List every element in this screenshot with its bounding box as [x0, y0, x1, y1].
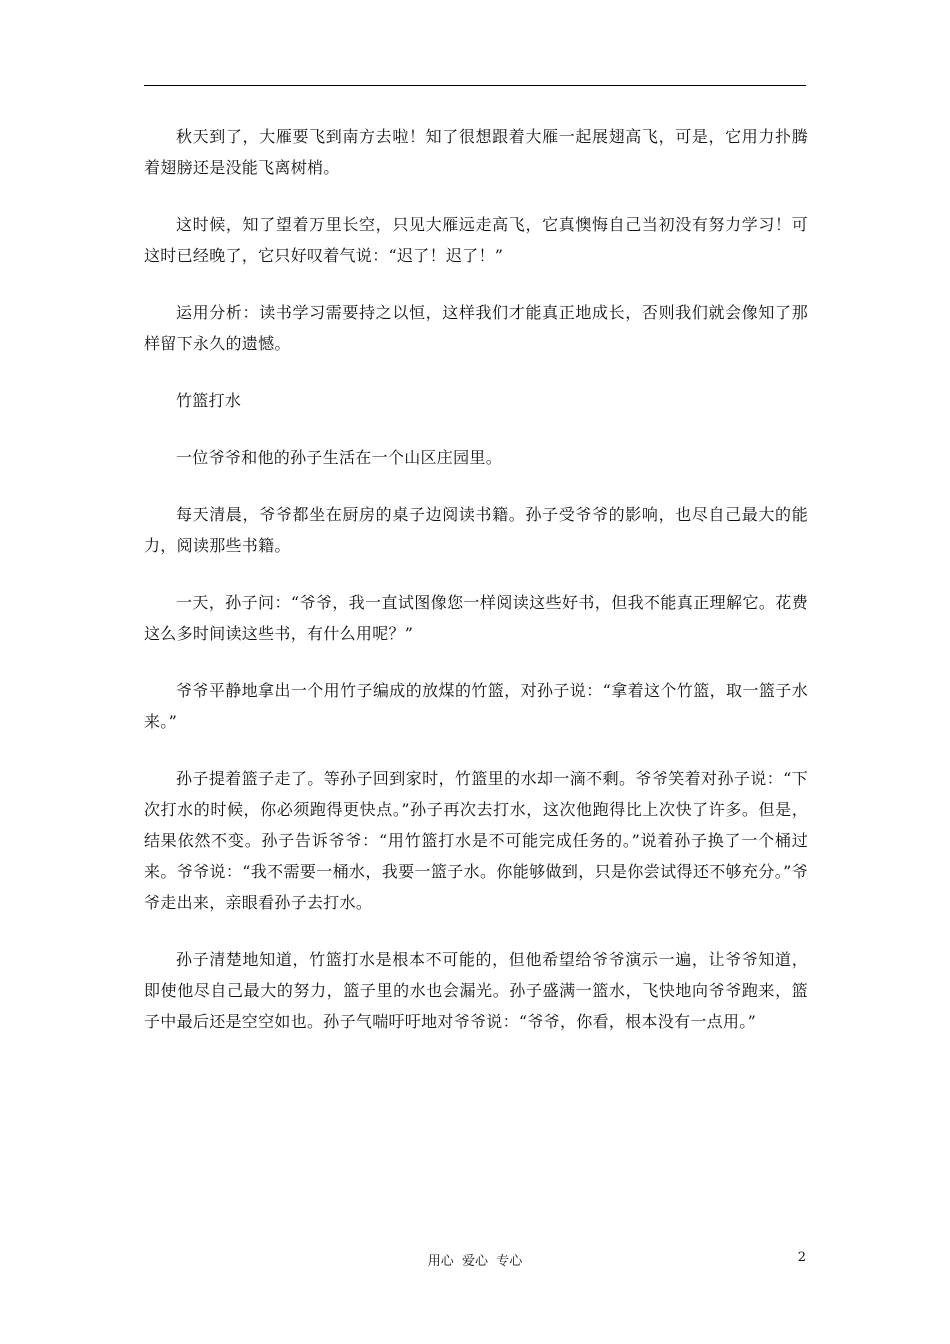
header-rule	[144, 85, 806, 86]
paragraph-6: 一天，孙子问：“爷爷，我一直试图像您一样阅读这些好书，但我不能真正理解它。花费这么多时间读这些书，有什么用呢？”	[144, 593, 808, 643]
page-number: 2	[797, 1250, 806, 1265]
paragraph-3: 运用分析：读书学习需要持之以恒，这样我们才能真正地成长，否则我们就会像知了那样留下永久的遗憾。	[144, 303, 808, 353]
section-heading: 竹篮打水	[176, 391, 242, 410]
paragraph-5: 每天清晨，爷爷都坐在厨房的桌子边阅读书籍。孙子受爷爷的影响，也尽自己最大的能力，阅读那些书籍。	[144, 505, 808, 555]
paragraph-1: 秋天到了，大雁要飞到南方去啦！知了很想跟着大雁一起展翅高飞，可是，它用力扑腾着翅膀还是没能飞离树梢。	[144, 127, 808, 177]
paragraph-2: 这时候，知了望着万里长空，只见大雁远走高飞，它真懊悔自己当初没有努力学习！可这时已经晚了，它只好叹着气说：“迟了！迟了！”	[144, 215, 808, 265]
paragraph-9: 孙子清楚地知道，竹篮打水是根本不可能的，但他希望给爷爷演示一遍，让爷爷知道，即使他尽自己最大的努力，篮子里的水也会漏光。孙子盛满一篮水，飞快地向爷爷跑来，篮子中最后还是空空如也。孙子气喘吁吁地对爷爷说：“爷爷，你看，根本没有一点用。”	[144, 950, 808, 1031]
page-footer	[0, 1250, 950, 1270]
paragraph-4: 一位爷爷和他的孙子生活在一个山区庄园里。	[176, 448, 503, 467]
paragraph-8: 孙子提着篮子走了。等孙子回到家时，竹篮里的水却一滴不剩。爷爷笑着对孙子说：“下次打水的时候，你必须跑得更快点。”孙子再次去打水，这次他跑得比上次快了许多。但是，结果依然不变。孙子告诉爷爷：“用竹篮打水是不可能完成任务的。”说着孙子换了一个桶过来。爷爷说：“我不需要一桶水，我要一篮子水。你能够做到，只是你尝试得还不够充分。”爷爷走出来，亲眼看孙子去打水。	[144, 769, 808, 912]
document-body	[144, 121, 808, 1063]
footer-motto: 用心 爱心 专心	[427, 1254, 523, 1269]
paragraph-7: 爷爷平静地拿出一个用竹子编成的放煤的竹篮，对孙子说：“拿着这个竹篮，取一篮子水来。”	[144, 681, 808, 731]
